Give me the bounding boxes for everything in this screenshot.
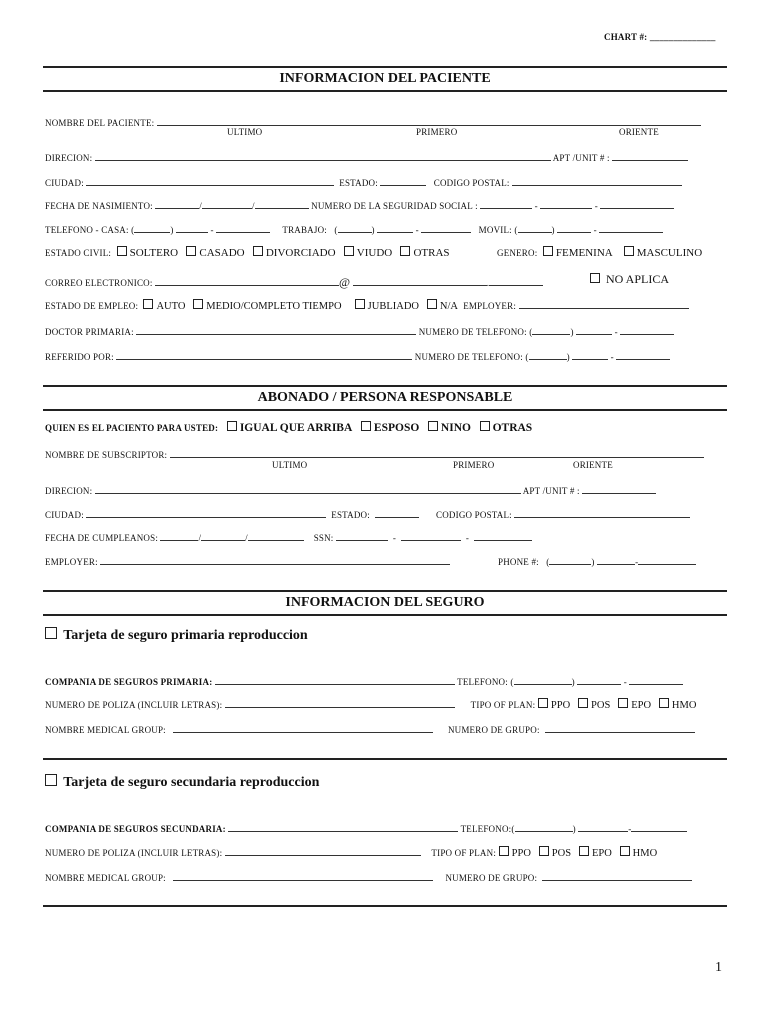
- email-user-field[interactable]: [155, 276, 339, 286]
- checkbox-epo-1[interactable]: [618, 698, 628, 708]
- checkbox-jubilado[interactable]: [355, 299, 365, 309]
- label-oriente: ORIENTE: [619, 127, 659, 137]
- subscriber-city-row: CIUDAD: ESTADO: CODIGO POSTAL:: [45, 508, 690, 520]
- subscriber-phone-row: PHONE #: ( ) -: [498, 555, 696, 567]
- checkbox-esposo[interactable]: [361, 421, 371, 431]
- subscriber-employer-row: EMPLOYER:: [45, 555, 450, 567]
- referred-field[interactable]: [116, 350, 412, 360]
- checkbox-medio[interactable]: [193, 299, 203, 309]
- primary-policy-field[interactable]: [225, 698, 455, 708]
- primary-medical-row: NOMBRE MEDICAL GROUP: NUMERO DE GRUPO:: [45, 723, 695, 735]
- checkbox-secondary-card[interactable]: [45, 774, 57, 786]
- secondary-card-heading: Tarjeta de seguro secundaria reproduccion: [45, 774, 319, 791]
- checkbox-pos-2[interactable]: [539, 846, 549, 856]
- checkbox-auto[interactable]: [143, 299, 153, 309]
- no-aplica: NO APLICA: [590, 272, 669, 287]
- checkbox-masculino[interactable]: [624, 246, 634, 256]
- email-domain-field[interactable]: [353, 276, 487, 286]
- divider-1: [43, 758, 727, 760]
- checkbox-divorciado[interactable]: [253, 246, 263, 256]
- primary-company-field[interactable]: [215, 675, 455, 685]
- primary-policy-row: NUMERO DE POLIZA (INCLUIR LETRAS): TIPO OF PLAN: PPO POS EPO HMO: [45, 700, 697, 711]
- primary-company-row: COMPANIA DE SEGUROS PRIMARIA: TELEFONO: ( ) -: [45, 675, 683, 687]
- secondary-medical-field[interactable]: [173, 871, 433, 881]
- subscriber-city-field[interactable]: [86, 508, 326, 518]
- checkbox-otras[interactable]: [400, 246, 410, 256]
- label-ultimo-2: ULTIMO: [272, 460, 308, 470]
- section-header-abonado: ABONADO / PERSONA RESPONSABLE: [43, 385, 727, 411]
- address-field[interactable]: [95, 151, 551, 161]
- checkbox-no-aplica[interactable]: [590, 273, 600, 283]
- relationship-row: QUIEN ES EL PACIENTO PARA USTED: IGUAL QUE ARRIBA ESPOSO NINO OTRAS: [45, 422, 533, 434]
- checkbox-na[interactable]: [427, 299, 437, 309]
- label-primero: PRIMERO: [416, 127, 458, 137]
- apt-field[interactable]: [612, 151, 688, 161]
- city-row: CIUDAD: ESTADO: CODIGO POSTAL:: [45, 176, 682, 188]
- patient-name-row: NOMBRE DEL PACIENTE:: [45, 116, 701, 128]
- page-number: 1: [715, 960, 722, 975]
- section-header-paciente: INFORMACION DEL PACIENTE: [43, 66, 727, 92]
- checkbox-ppo-2[interactable]: [499, 846, 509, 856]
- employer-field[interactable]: [519, 299, 689, 309]
- subscriber-address-field[interactable]: [95, 484, 521, 494]
- checkbox-otras-rel[interactable]: [480, 421, 490, 431]
- checkbox-ppo-1[interactable]: [538, 698, 548, 708]
- checkbox-igual[interactable]: [227, 421, 237, 431]
- doctor-field[interactable]: [136, 325, 416, 335]
- address-row: DIRECION: APT /UNIT # :: [45, 151, 688, 163]
- checkbox-femenina[interactable]: [543, 246, 553, 256]
- secondary-medical-row: NOMBRE MEDICAL GROUP: NUMERO DE GRUPO:: [45, 871, 692, 883]
- checkbox-pos-1[interactable]: [578, 698, 588, 708]
- checkbox-soltero[interactable]: [117, 246, 127, 256]
- checkbox-nino[interactable]: [428, 421, 438, 431]
- chart-number: CHART #: ______________: [604, 32, 716, 42]
- section-header-seguro: INFORMACION DEL SEGURO: [43, 590, 727, 616]
- phone-row: TELEFONO - CASA: ( ) - TRABAJO: ( ) - MOVIL: ( ) -: [45, 223, 663, 235]
- state-field[interactable]: [380, 176, 426, 186]
- divider-2: [43, 905, 727, 907]
- patient-name-field[interactable]: [157, 116, 701, 126]
- email-row: CORREO ELECTRONICO: @ .: [45, 275, 543, 290]
- marital-row: ESTADO CIVIL: SOLTERO CASADO DIVORCIADO VIUDO OTRAS: [45, 247, 450, 259]
- primary-card-heading: Tarjeta de seguro primaria reproduccion: [45, 627, 308, 644]
- primary-medical-field[interactable]: [173, 723, 433, 733]
- checkbox-primary-card[interactable]: [45, 627, 57, 639]
- city-field[interactable]: [86, 176, 334, 186]
- checkbox-hmo-2[interactable]: [620, 846, 630, 856]
- secondary-policy-field[interactable]: [225, 846, 421, 856]
- checkbox-epo-2[interactable]: [579, 846, 589, 856]
- subscriber-name-row: NOMBRE DE SUBSCRIPTOR:: [45, 448, 704, 460]
- subscriber-dob-row: FECHA DE CUMPLEANOS: / / SSN: - -: [45, 531, 532, 543]
- checkbox-hmo-1[interactable]: [659, 698, 669, 708]
- employment-row: ESTADO DE EMPLEO: AUTO MEDIO/COMPLETO TIEMPO JUBLIADO N/A EMPLOYER:: [45, 299, 689, 312]
- subscriber-name-field[interactable]: [170, 448, 704, 458]
- zip-field[interactable]: [512, 176, 682, 186]
- doctor-row: DOCTOR PRIMARIA: NUMERO DE TELEFONO: ( ) -: [45, 325, 674, 337]
- gender-row: GENERO: FEMENINA MASCULINO: [497, 247, 703, 259]
- label-primero-2: PRIMERO: [453, 460, 495, 470]
- subscriber-employer-field[interactable]: [100, 555, 450, 565]
- secondary-company-field[interactable]: [228, 822, 458, 832]
- secondary-company-row: COMPANIA DE SEGUROS SECUNDARIA: TELEFONO:( ) -: [45, 822, 687, 834]
- referred-row: REFERIDO POR: NUMERO DE TELEFONO: ( ) -: [45, 350, 670, 362]
- secondary-policy-row: NUMERO DE POLIZA (INCLUIR LETRAS): TIPO OF PLAN: PPO POS EPO HMO: [45, 848, 658, 859]
- checkbox-viudo[interactable]: [344, 246, 354, 256]
- secondary-group-field[interactable]: [542, 871, 692, 881]
- label-oriente-2: ORIENTE: [573, 460, 613, 470]
- dob-row: FECHA DE NASIMIENTO: / / NUMERO DE LA SEGURIDAD SOCIAL : - -: [45, 199, 674, 211]
- subscriber-address-row: DIRECION: APT /UNIT # :: [45, 484, 656, 496]
- label-ultimo: ULTIMO: [227, 127, 263, 137]
- checkbox-casado[interactable]: [186, 246, 196, 256]
- primary-group-field[interactable]: [545, 723, 695, 733]
